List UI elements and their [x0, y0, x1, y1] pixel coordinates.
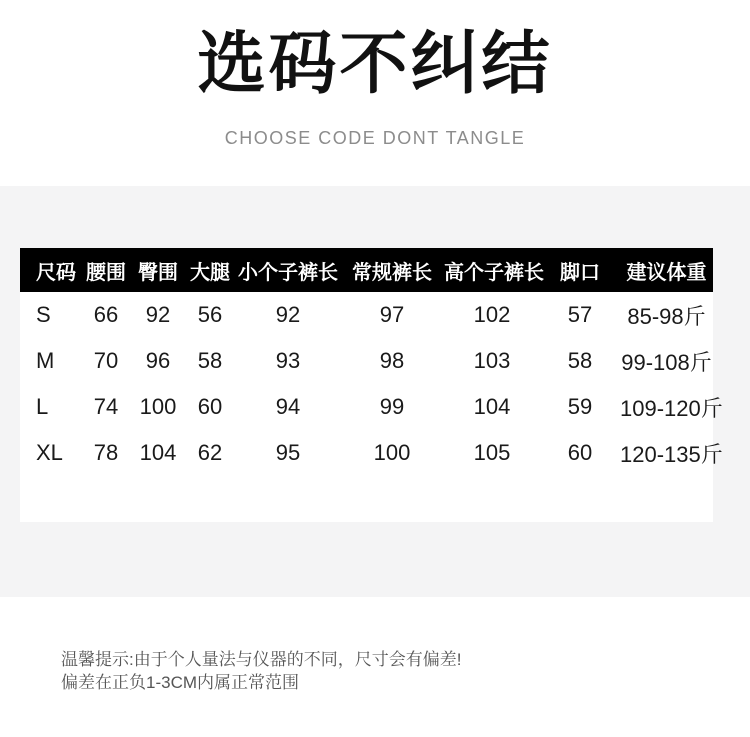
measurement-cell: 57	[567, 302, 593, 327]
measurement-cell: 66	[93, 302, 119, 327]
table-row	[20, 292, 713, 338]
measurement-cell: 96	[145, 348, 171, 373]
measurement-cell: 60	[567, 440, 593, 465]
measurement-cell: 95	[275, 440, 301, 465]
column-header-8: 建议体重	[626, 261, 707, 284]
measurement-cell: 120-135斤	[620, 441, 723, 467]
measurement-cell: 100	[373, 440, 411, 465]
column-header-1: 腰围	[86, 261, 126, 284]
size-label-cell: L	[36, 394, 49, 419]
column-header-3: 大腿	[190, 261, 230, 284]
table-row	[20, 384, 713, 430]
measurement-cell: 98	[379, 348, 405, 373]
size-table-card	[20, 248, 723, 522]
measurement-cell: 70	[93, 348, 119, 373]
column-header-0: 尺码	[36, 261, 76, 284]
size-label-cell: M	[36, 348, 55, 373]
measurement-cell: 59	[567, 394, 593, 419]
measurement-cell: 99	[379, 394, 405, 419]
measurement-cell: 58	[197, 348, 223, 373]
measurement-cell: 74	[93, 394, 119, 419]
table-row	[20, 430, 713, 476]
size-table	[20, 248, 723, 476]
measurement-cell: 93	[275, 348, 301, 373]
measurement-cell: 94	[275, 394, 301, 419]
measurement-cell: 92	[145, 302, 171, 327]
table-row	[20, 338, 713, 384]
measurement-cell: 58	[567, 348, 593, 373]
page-title: 选码不纠结	[197, 26, 553, 102]
measurement-cell: 105	[473, 440, 511, 465]
measurement-cell: 109-120斤	[620, 395, 723, 421]
column-header-5: 常规裤长	[352, 261, 432, 284]
column-header-7: 脚口	[560, 261, 600, 284]
measurement-cell: 85-98斤	[627, 303, 706, 329]
column-header-6: 高个子裤长	[444, 261, 544, 284]
notice-line-1: 温馨提示:由于个人量法与仪器的不同，尺寸会有偏差!	[61, 650, 462, 669]
measurement-cell: 103	[473, 348, 511, 373]
column-header-2: 臀围	[138, 261, 178, 284]
measurement-cell: 100	[139, 394, 177, 419]
table-header-row	[20, 248, 713, 292]
measurement-cell: 56	[197, 302, 223, 327]
size-chart-section	[0, 186, 750, 597]
notice	[61, 648, 750, 694]
title-section	[0, 0, 750, 186]
measurement-cell: 92	[275, 302, 301, 327]
column-header-4: 小个子裤长	[238, 261, 338, 284]
notice-line-2: 偏差在正负1-3CM内属正常范围	[61, 673, 300, 692]
measurement-cell: 78	[93, 440, 119, 465]
page-subtitle: CHOOSE CODE DONT TANGLE	[224, 128, 526, 148]
measurement-cell: 99-108斤	[621, 349, 712, 375]
measurement-cell: 60	[197, 394, 223, 419]
size-label-cell: S	[36, 302, 51, 327]
measurement-cell: 104	[139, 440, 177, 465]
measurement-cell: 62	[197, 440, 223, 465]
measurement-cell: 102	[473, 302, 511, 327]
measurement-cell: 104	[473, 394, 511, 419]
measurement-cell: 97	[379, 302, 405, 327]
size-label-cell: XL	[36, 440, 63, 465]
